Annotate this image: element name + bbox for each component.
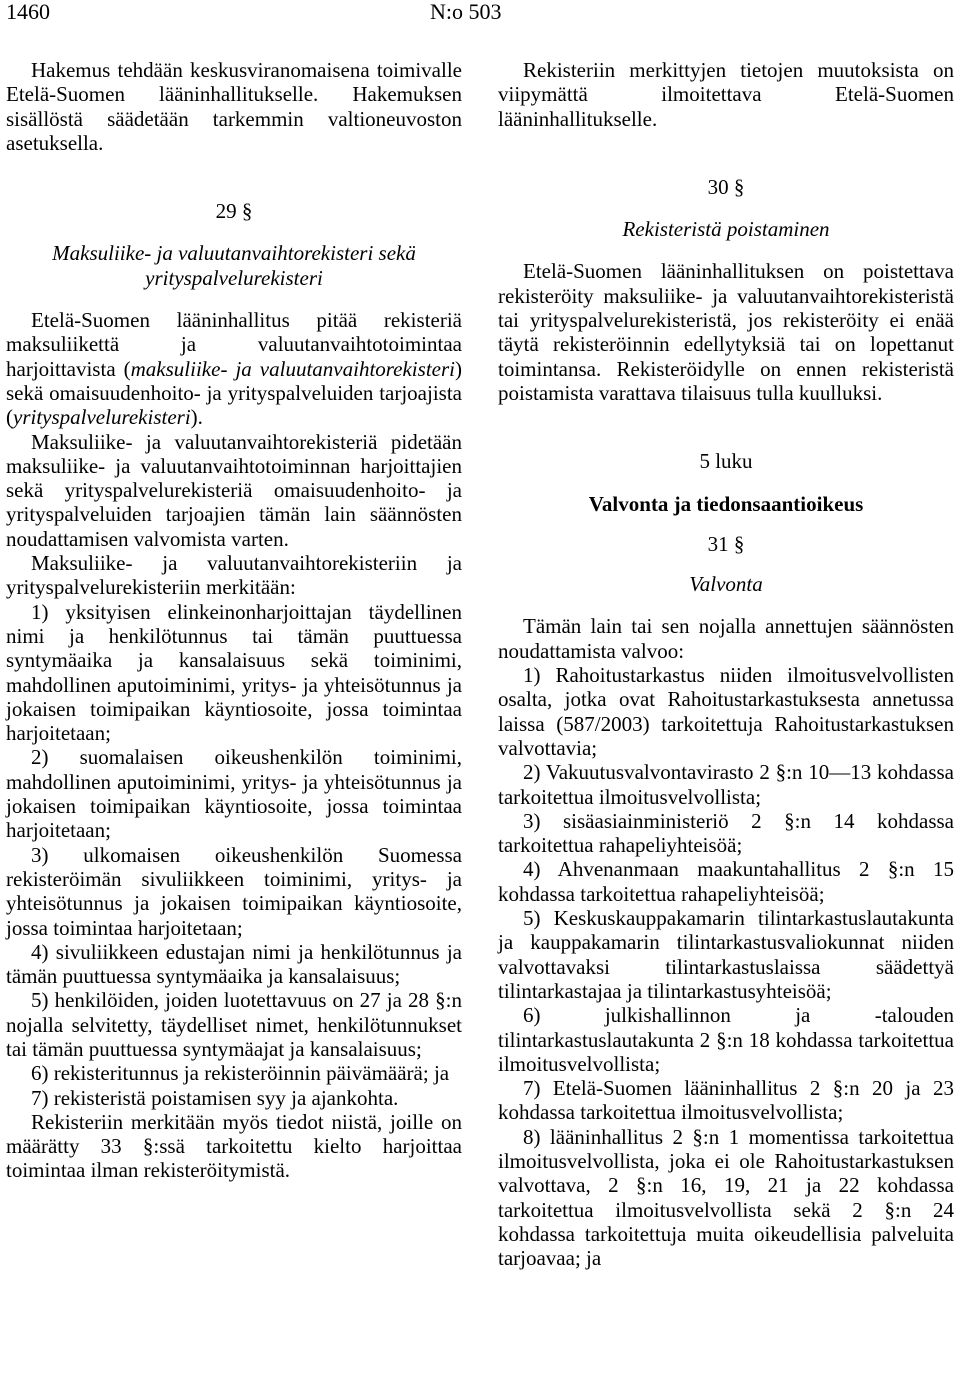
list-item: 4) Ahvenanmaan maakuntahallitus 2 §:n 15 kohdassa tarkoitettua rahapeliyhteisöä; — [498, 857, 954, 906]
section-29-title: Maksuliike- ja valuutanvaihtorekisteri sekä yrityspalvelurekisteri — [52, 241, 416, 290]
paragraph-prohibition: Rekisteriin merkitään myös tiedot niistä, joille on määrätty 33 §:ssä tarkoitettu kielto harjoittaa toimintaa ilman rekisteröitymistä. — [6, 1109, 462, 1183]
paragraph-register-entries: Maksuliike- ja valuutanvaihtorekisteriin ja yrityspalvelurekisteriin merkitään: — [6, 551, 462, 600]
text-run: ). — [190, 405, 203, 430]
list-item: 5) henkilöiden, joiden luotettavuus on 27 ja 28 §:n nojalla selvitetty, täydelliset nimet, henkilötunnukset tai tämän puuttuessa syntymäajat ja kansalaisuus; — [6, 988, 462, 1061]
list-item: 2) suomalaisen oikeushenkilön toiminimi, mahdollinen aputoiminimi, yritys- ja yhteisötunnus ja jokaisen toimipaikan käyntiosoite, jossa toimintaa harjoitetaan; — [6, 745, 462, 843]
left-column — [6, 58, 462, 1183]
section-31-number: 31 § — [707, 531, 745, 556]
list-item: 8) lääninhallitus 2 §:n 1 momentissa tarkoitettua ilmoitusvelvollista, joka ei ole Rahoitustarkastuksen valvottava, 2 §:n 16, 19, 21 ja 22 kohdassa tarkoitettua ilmoitusvelvollista sekä 2 §:n 24 kohdassa tarkoitettuja muita oikeudellisia palveluita tarjoavaa; ja — [498, 1124, 954, 1271]
paragraph-removal: Etelä-Suomen lääninhallituksen on poistettava rekisteröity maksuliike- ja valuutanvaihtorekisteristä tai yrityspalvelurekisteristä, jos rekisteröity ei enää täytä rekisteröinnin edellytyksiä tai on lopettanut toimintansa. Rekisteröidylle on ennen rekisteristä poistamista varattava tilaisuus tulla kuulluksi. — [498, 259, 954, 405]
chapter-number: 5 luku — [699, 449, 753, 474]
right-column — [498, 58, 954, 1270]
list-item: 7) Etelä-Suomen lääninhallitus 2 §:n 20 ja 23 kohdassa tarkoitettua ilmoitusvelvollista; — [498, 1076, 954, 1125]
paragraph-application: Hakemus tehdään keskusviranomaisena toimivalle Etelä-Suomen lääninhallitukselle. Hakemuksen sisällöstä säädetään tarkemmin valtioneuvoston asetuksella. — [6, 58, 462, 155]
list-item: 6) rekisteritunnus ja rekisteröinnin päivämäärä; ja — [31, 1061, 450, 1086]
list-item: 2) Vakuutusvalvontavirasto 2 §:n 10—13 kohdassa tarkoitettua ilmoitusvelvollista; — [498, 760, 954, 809]
text-run-italic: maksuliike- ja valuutanvaihtorekisteri — [130, 356, 455, 381]
list-item: 7) rekisteristä poistamisen syy ja ajankohta. — [31, 1085, 399, 1110]
list-item: 1) yksityisen elinkeinonharjoittajan täydellinen nimi ja henkilötunnus tai tämän puuttuessa syntymäaika ja kansalaisuus sekä toiminimi, mahdollinen aputoiminimi, yritys- ja yhteisötunnus ja jokaisen toimipaikan käyntiosoite, jossa toimintaa harjoitetaan; — [6, 599, 462, 746]
section-30-title: Rekisteristä poistaminen — [622, 217, 830, 242]
text-run-italic: yrityspalvelurekisteri — [13, 405, 191, 430]
chapter-title: Valvonta ja tiedonsaantioikeus — [588, 491, 864, 516]
list-item: 3) ulkomaisen oikeushenkilön Suomessa rekisteröimän sivuliikkeen toiminimi, yritys- ja yhteisötunnus ja jokaisen toimipaikan käyntiosoite, jossa toimintaa harjoitetaan; — [6, 842, 462, 940]
paragraph-supervision: Tämän lain tai sen nojalla annettujen säännösten noudattamista valvoo: — [498, 614, 954, 663]
list-item: 4) sivuliikkeen edustajan nimi ja henkilötunnus ja tämän puuttuessa syntymäaika ja kansalaisuus; — [6, 939, 462, 989]
issue-number: N:o 503 — [430, 0, 502, 24]
section-30-number: 30 § — [707, 174, 745, 199]
list-item: 6) julkishallinnon ja -talouden tilintarkastuslautakunta 2 §:n 18 kohdassa tarkoitettua ilmoitusvelvollista; — [498, 1003, 954, 1076]
section-29-number: 29 § — [215, 199, 253, 224]
list-item: 3) sisäasiainministeriö 2 §:n 14 kohdassa tarkoitettua rahapeliyhteisöä; — [498, 808, 954, 858]
paragraph-changes: Rekisteriin merkittyjen tietojen muutoksista on viipymättä ilmoitettava Etelä-Suomen lääninhallitukselle. — [498, 58, 954, 131]
paragraph-register-purpose: Maksuliike- ja valuutanvaihtorekisteriä pidetään maksuliike- ja valuutanvaihtotoiminnan harjoittajien sekä yrityspalvelurekisteriä omaisuudenhoito- ja yrityspalveluiden tarjoajien tämän lain säännösten noudattamisen valvomista varten. — [6, 429, 462, 551]
section-31-title: Valvonta — [689, 572, 763, 597]
page-number: 1460 — [6, 0, 50, 24]
list-item: 1) Rahoitustarkastus niiden ilmoitusvelvollisten osalta, jotka ovat Rahoitustarkastuksesta annetussa laissa (587/2003) tarkoitettuja Rahoitustarkastuksen valvottavia; — [498, 663, 954, 760]
text-run: Etelä-Suomen lääninhallitus pitää rekisteriä maksuliikettä ja valuutanvaihtotoimintaa harjoittavista ( — [6, 308, 462, 381]
list-item: 5) Keskuskauppakamarin tilintarkastuslautakunta ja kauppakamarin tilintarkastusvaliokunnat niiden valvottavaksi tilintarkastuslaissa säädettyä tilintarkastajaa ja tilintarkastusyhteisöä; — [498, 906, 954, 1003]
text-run: ) sekä omaisuudenhoito- ja yrityspalveluiden tarjoajista ( — [6, 356, 462, 430]
paragraph-register — [6, 308, 462, 429]
